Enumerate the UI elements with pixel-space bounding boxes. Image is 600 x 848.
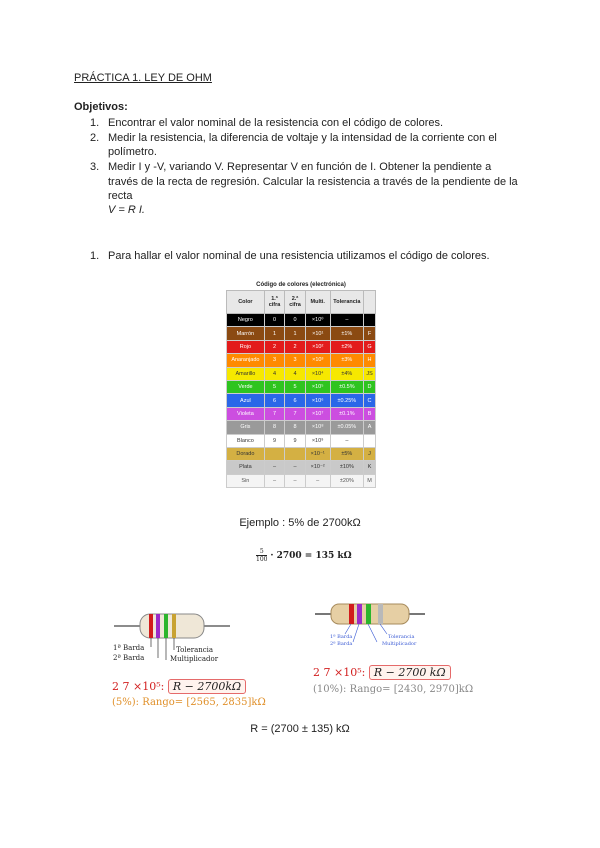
table-cell: ×10⁴: [305, 367, 330, 380]
table-cell: ×10⁻¹: [305, 447, 330, 460]
table-cell: 9: [285, 434, 306, 447]
band-4: [172, 614, 176, 638]
table-row: [227, 421, 376, 434]
tolerance-text: (10%): Rango= [2430, 2970]kΩ: [313, 684, 474, 695]
table-row: [227, 461, 376, 474]
boxed-result: R − 2700 kΩ: [369, 665, 451, 680]
table-cell: Blanco: [227, 434, 265, 447]
table-cell: 0: [264, 314, 285, 327]
band-4: [378, 604, 383, 624]
table-cell: Plata: [227, 461, 265, 474]
table-cell: –: [330, 434, 363, 447]
table-cell: –: [264, 461, 285, 474]
table-cell: ±3%: [330, 354, 363, 367]
tolerance-text: (5%): Rango= [2565, 2835]kΩ: [112, 697, 266, 708]
table-row: [227, 447, 376, 460]
table-cell: [264, 447, 285, 460]
band-label: 1ª Barda: [113, 644, 145, 652]
table-header-cell: Multi.: [305, 291, 330, 314]
table-cell: Rojo: [227, 340, 265, 353]
table-cell: Dorado: [227, 447, 265, 460]
table-cell: ±0.5%: [330, 380, 363, 393]
table-cell: ±0.25%: [330, 394, 363, 407]
table-cell: M: [364, 474, 376, 487]
table-cell: B: [364, 407, 376, 420]
fraction-numerator: 5: [256, 548, 267, 556]
value-text: 2 7 ×10⁵:: [313, 666, 366, 679]
table-header-cell: Color: [227, 291, 265, 314]
table-cell: G: [364, 340, 376, 353]
table-cell: ×10²: [305, 340, 330, 353]
table-row: [227, 394, 376, 407]
list-number: 2.: [90, 132, 100, 144]
table-header-row: [227, 291, 376, 314]
table-cell: ±4%: [330, 367, 363, 380]
objective-text: Encontrar el valor nominal de la resistencia con el código de colores.: [108, 117, 444, 129]
table-cell: K: [364, 461, 376, 474]
table-cell: ×10⁷: [305, 407, 330, 420]
example-label: Ejemplo : 5% de 2700kΩ: [239, 517, 361, 529]
table-header-cell: Tolerancia: [330, 291, 363, 314]
table-cell: 4: [285, 367, 306, 380]
boxed-result: R − 2700kΩ: [168, 679, 246, 694]
table-cell: Marrón: [227, 327, 265, 340]
band-label: 1ª Barda: [330, 634, 353, 640]
table-cell: ±20%: [330, 474, 363, 487]
table-cell: 6: [285, 394, 306, 407]
table-cell: ±5%: [330, 447, 363, 460]
table-cell: Gris: [227, 421, 265, 434]
table-cell: –: [305, 474, 330, 487]
table-cell: ±0.1%: [330, 407, 363, 420]
band-3: [366, 604, 371, 624]
table-header-cell: [364, 291, 376, 314]
table-cell: ×10⁵: [305, 380, 330, 393]
example-formula: [256, 548, 352, 563]
table-cell: [364, 314, 376, 327]
band-label: Tolerancia: [176, 646, 214, 654]
table-row: [227, 380, 376, 393]
band-label: Tolerancia: [388, 634, 415, 640]
objective-text: polímetro.: [108, 146, 157, 158]
final-result: R = (2700 ± 135) kΩ: [250, 723, 350, 735]
table-cell: Azul: [227, 394, 265, 407]
table-cell: –: [330, 314, 363, 327]
table-cell: Sin: [227, 474, 265, 487]
table-cell: 8: [285, 421, 306, 434]
table-cell: JS: [364, 367, 376, 380]
table-cell: ×10⁶: [305, 394, 330, 407]
table-cell: A: [364, 421, 376, 434]
table-cell: 9: [264, 434, 285, 447]
band-label: Multiplicador: [382, 641, 417, 647]
band-2: [156, 614, 160, 638]
table-cell: C: [364, 394, 376, 407]
table-cell: ×10⁹: [305, 434, 330, 447]
table-cell: [285, 447, 306, 460]
table-row: [227, 354, 376, 367]
table-cell: ×10⁻²: [305, 461, 330, 474]
table-cell: 2: [264, 340, 285, 353]
table-cell: –: [285, 474, 306, 487]
table-cell: ±1%: [330, 327, 363, 340]
table-cell: 8: [264, 421, 285, 434]
table-cell: 5: [285, 380, 306, 393]
table-cell: 1: [264, 327, 285, 340]
band-label: 2ª Barda: [113, 654, 145, 662]
objective-text: recta: [108, 190, 133, 202]
table-row: [227, 474, 376, 487]
band-3: [164, 614, 168, 638]
table-row: [227, 407, 376, 420]
table-cell: 1: [285, 327, 306, 340]
table-cell: Amarillo: [227, 367, 265, 380]
table-row: [227, 434, 376, 447]
objective-text: Medir la resistencia, la diferencia de voltaje y la intensidad de la corriente con el: [108, 132, 497, 144]
table-cell: Verde: [227, 380, 265, 393]
left-calc: [112, 680, 246, 693]
table-cell: ×10⁰: [305, 314, 330, 327]
table-cell: 5: [264, 380, 285, 393]
table-header-cell: 2.ª cifra: [285, 291, 306, 314]
table-cell: 2: [285, 340, 306, 353]
table-cell: F: [364, 327, 376, 340]
table-cell: Violeta: [227, 407, 265, 420]
table-cell: –: [264, 474, 285, 487]
table-cell: –: [285, 461, 306, 474]
table-row: [227, 314, 376, 327]
table-cell: 0: [285, 314, 306, 327]
table-cell: ×10⁸: [305, 421, 330, 434]
table-cell: 7: [264, 407, 285, 420]
table-cell: ×10³: [305, 354, 330, 367]
band-label: Multiplicador: [170, 655, 219, 663]
table-cell: 3: [264, 354, 285, 367]
table-cell: 7: [285, 407, 306, 420]
section-text: Para hallar el valor nominal de una resistencia utilizamos el código de colores.: [108, 250, 490, 262]
band-1: [349, 604, 354, 624]
table-body: [227, 314, 376, 488]
table-cell: ±0.05%: [330, 421, 363, 434]
fraction: [256, 548, 267, 563]
table-row: [227, 367, 376, 380]
objective-text: través de la recta de regresión. Calcular la resistencia a través de la pendiente de la: [108, 176, 518, 188]
list-number: 1.: [90, 250, 100, 262]
table-header-cell: 1.ª cifra: [264, 291, 285, 314]
color-code-table: [226, 280, 376, 488]
table-row: [227, 327, 376, 340]
band-2: [357, 604, 362, 624]
table-cell: J: [364, 447, 376, 460]
table-cell: [364, 434, 376, 447]
color-table: [226, 290, 376, 488]
objectives-heading: Objetivos:: [74, 101, 128, 113]
band-label: 2ª Barda: [330, 641, 353, 647]
table-cell: D: [364, 380, 376, 393]
objective-text: Medir I y -V, variando V. Representar V en función de I. Obtener la pendiente a: [108, 161, 492, 173]
table-cell: 3: [285, 354, 306, 367]
table-cell: ×10¹: [305, 327, 330, 340]
table-cell: Anaranjado: [227, 354, 265, 367]
fraction-denominator: 100: [256, 556, 268, 563]
list-number: 1.: [90, 117, 100, 129]
table-cell: ±10%: [330, 461, 363, 474]
page-title: PRÁCTICA 1. LEY DE OHM: [74, 72, 212, 84]
table-cell: 4: [264, 367, 285, 380]
list-number: 3.: [90, 161, 100, 173]
table-cell: ±2%: [330, 340, 363, 353]
table-cell: 6: [264, 394, 285, 407]
table-cell: Negro: [227, 314, 265, 327]
table-caption: Código de colores (electrónica): [256, 282, 346, 288]
formula-result: · 2700 = 135 kΩ: [270, 551, 352, 561]
band-1: [149, 614, 153, 638]
value-text: 2 7 ×10⁵:: [112, 680, 165, 693]
table-row: [227, 340, 376, 353]
right-calc: [313, 666, 451, 679]
table-cell: H: [364, 354, 376, 367]
formula-text: V = R I.: [108, 204, 145, 216]
